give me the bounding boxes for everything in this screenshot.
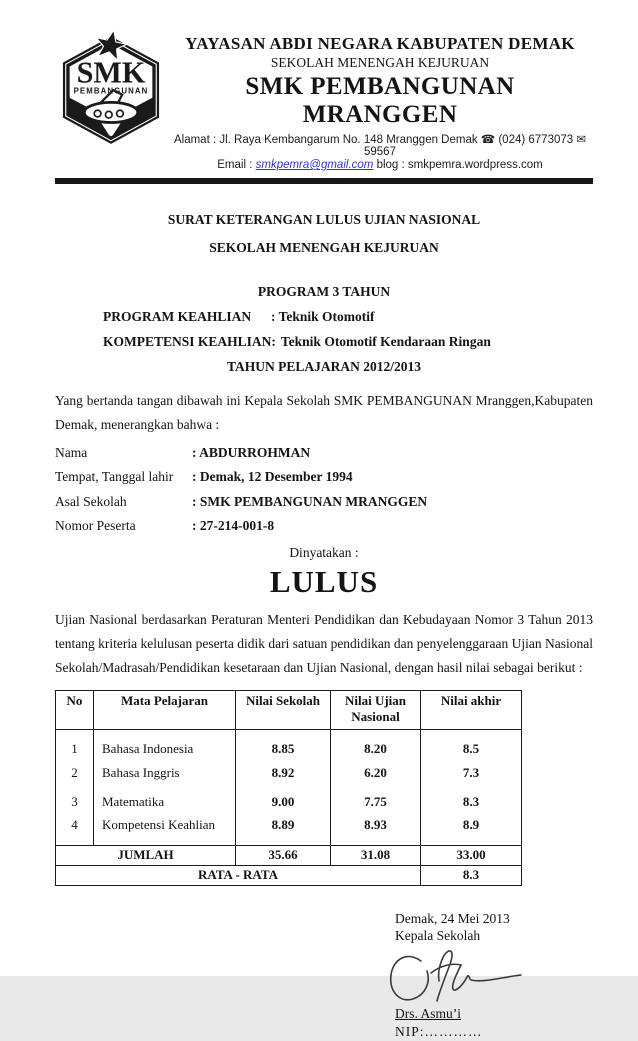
score-table-header-row: [56, 691, 522, 730]
cell-subject: Kompetensi Keahlian: [94, 816, 236, 845]
table-row: [56, 787, 522, 816]
smk-hexagon-logo-icon: [55, 32, 167, 146]
intro-paragraph: Yang bertanda tangan dibawah ini Kepala Sekolah SMK PEMBANGUNAN Mranggen,Kabupaten Demak, menerangkan bahwa :: [55, 393, 593, 432]
table-row: [56, 816, 522, 845]
signature-name: Drs. Asmu’i: [395, 1005, 462, 1021]
school-logo: [55, 32, 167, 146]
field-nama-label: Nama: [55, 444, 88, 460]
school-type: SEKOLAH MENENGAH KEJURUAN: [270, 55, 490, 70]
cell-national-score: 8.20: [331, 729, 421, 758]
field-asal-value: : SMK PEMBANGUNAN MRANGGEN: [192, 493, 428, 509]
jumlah-school: 35.66: [236, 845, 331, 865]
cell-national-score: 7.75: [331, 787, 421, 816]
cell-no: 1: [56, 729, 94, 758]
header-nilai-akhir: Nilai akhir: [421, 691, 522, 730]
email-line: [167, 159, 593, 171]
cell-subject: Bahasa Inggris: [94, 758, 236, 787]
rata-rata-value: 8.3: [421, 865, 522, 885]
letterhead: [55, 30, 593, 171]
header-nilai-sekolah: Nilai Sekolah: [236, 691, 331, 730]
signature-nip: NIP:…………: [395, 1024, 483, 1040]
cell-no: 3: [56, 787, 94, 816]
field-asal-label: Asal Sekolah: [55, 493, 127, 509]
field-ttl-value: : Demak, 12 Desember 1994: [192, 469, 353, 485]
cell-final-score: 8.5: [421, 729, 522, 758]
field-ttl-label: Tempat, Tanggal lahir: [55, 469, 174, 485]
cell-final-score: 7.3: [421, 758, 522, 787]
cell-no: 2: [56, 758, 94, 787]
program-keahlian-value: : Teknik Otomotif: [271, 309, 375, 324]
field-ttl: [55, 469, 593, 485]
cell-final-score: 8.9: [421, 816, 522, 845]
mail-number: 59567: [364, 146, 396, 158]
field-asal-sekolah: [55, 494, 593, 510]
tahun-pelajaran: TAHUN PELAJARAN 2012/2013: [226, 359, 421, 374]
program-keahlian-label: PROGRAM KEAHLIAN: [103, 309, 252, 324]
email-link[interactable]: smkpemra@gmail.com: [255, 159, 374, 171]
table-row: [56, 758, 522, 787]
signature-scribble-icon: [387, 947, 537, 1009]
jumlah-row: [56, 845, 522, 865]
signature-role: Kepala Sekolah: [395, 928, 481, 944]
email-label: Email :: [217, 159, 253, 171]
kompetensi-keahlian-label: KOMPETENSI KEAHLIAN:: [103, 334, 276, 349]
cell-school-score: 8.85: [236, 729, 331, 758]
letterhead-text: [167, 30, 593, 171]
field-nama: [55, 445, 593, 461]
phone-number: (024) 6773073: [498, 134, 574, 146]
signature-place-date: Demak, 24 Mei 2013: [395, 910, 510, 926]
document-title-line1: SURAT KETERANGAN LULUS UJIAN NASIONAL: [167, 212, 481, 227]
mail-icon: ✉: [576, 134, 586, 146]
svg-text:PEMBANGUNAN: PEMBANGUNAN: [73, 86, 149, 96]
address-line: [167, 132, 593, 158]
address-text: Alamat : Jl. Raya Kembangarum No. 148 Mranggen Demak: [173, 134, 478, 146]
blog-text: blog : smkpemra.wordpress.com: [376, 159, 543, 171]
cell-subject: Bahasa Indonesia: [94, 729, 236, 758]
phone-icon: ☎: [480, 134, 496, 146]
kompetensi-keahlian-value: Teknik Otomotif Kendaraan Ringan: [280, 334, 491, 349]
jumlah-national: 31.08: [331, 845, 421, 865]
rata-rata-row: [56, 865, 522, 885]
student-fields: [55, 445, 593, 535]
header-no: No: [56, 691, 94, 730]
cell-national-score: 8.93: [331, 816, 421, 845]
document-title-line2: SEKOLAH MENENGAH KEJURUAN: [209, 240, 439, 255]
signature-block: [395, 910, 595, 1041]
program-keahlian-line: [55, 309, 593, 325]
header-nilai-ujian-nasional: Nilai Ujian Nasional: [331, 691, 421, 730]
cell-national-score: 6.20: [331, 758, 421, 787]
jumlah-label: JUMLAH: [56, 845, 236, 865]
header-mata-pelajaran: Mata Pelajaran: [94, 691, 236, 730]
rata-rata-label: RATA - RATA: [56, 865, 421, 885]
field-nomor-peserta: [55, 518, 593, 534]
school-name: SMK PEMBANGUNAN MRANGGEN: [245, 73, 515, 128]
declaration-label: Dinyatakan :: [289, 545, 359, 561]
field-nomor-value: : 27-214-001-8: [192, 518, 275, 534]
program-duration: PROGRAM 3 TAHUN: [257, 284, 391, 299]
cell-school-score: 9.00: [236, 787, 331, 816]
score-table: [55, 690, 522, 886]
field-nama-value: : ABDURROHMAN: [192, 444, 311, 460]
kompetensi-keahlian-line: [55, 334, 593, 350]
table-row: [56, 729, 522, 758]
cell-no: 4: [56, 816, 94, 845]
field-nomor-label: Nomor Peserta: [55, 518, 136, 534]
letterhead-divider: [55, 178, 593, 184]
cell-school-score: 8.89: [236, 816, 331, 845]
jumlah-final: 33.00: [421, 845, 522, 865]
declaration-result: LULUS: [269, 564, 379, 600]
svg-text:SMK: SMK: [76, 55, 146, 90]
foundation-name: YAYASAN ABDI NEGARA KABUPATEN DEMAK: [185, 34, 575, 53]
cell-final-score: 8.3: [421, 787, 522, 816]
basis-paragraph: Ujian Nasional berdasarkan Peraturan Menteri Pendidikan dan Kebudayaan Nomor 3 Tahun 2013 tentang kriteria kelulusan peserta didik dari satuan pendidikan dan penyelenggaraan Ujian Nasional Sekolah/Madrasah/Pendidikan kesetaraan dan Ujian Nasional, dengan hasil nilai sebagai berikut :: [55, 612, 593, 675]
cell-subject: Matematika: [94, 787, 236, 816]
cell-school-score: 8.92: [236, 758, 331, 787]
